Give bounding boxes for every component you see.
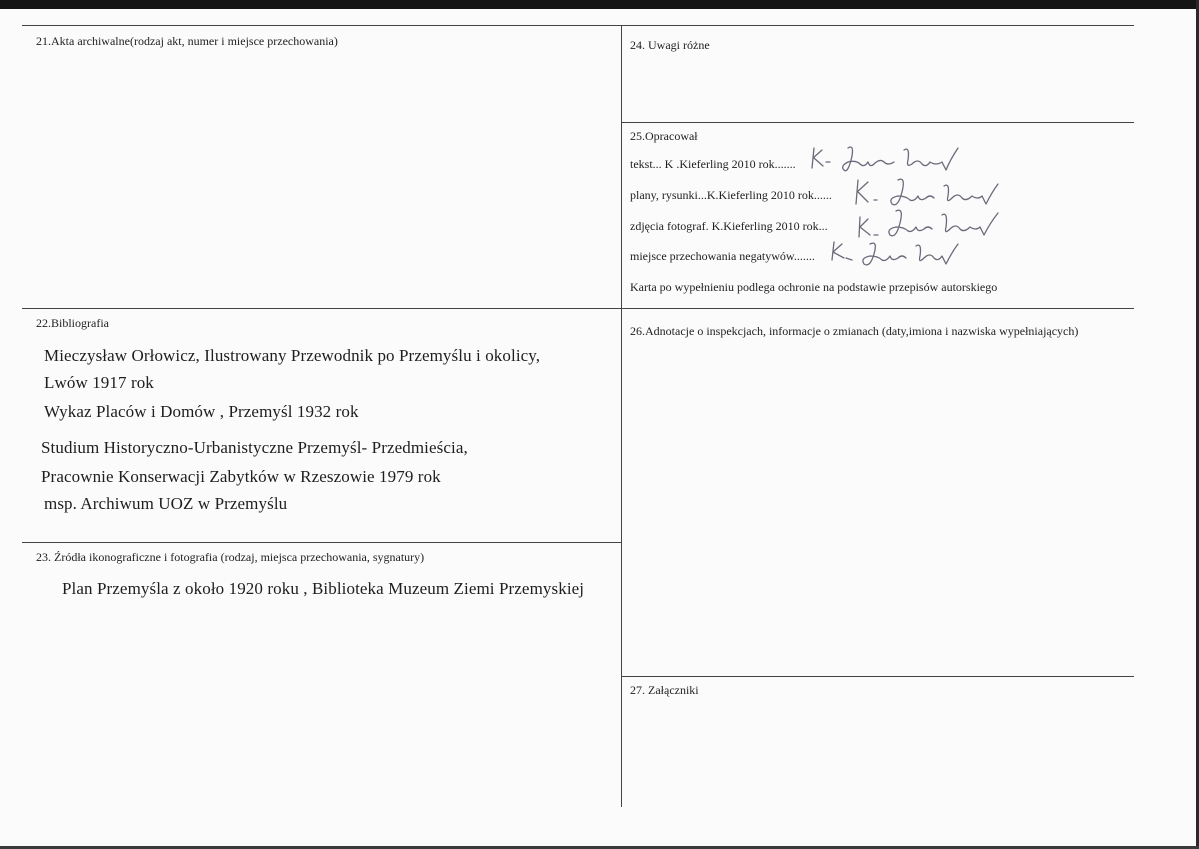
divider-26-27 xyxy=(621,676,1134,677)
author-photos-line: zdjęcia fotograf. K.Kieferling 2010 rok... xyxy=(630,219,828,233)
copyright-note: Karta po wypełnieniu podlega ochronie na podstawie przepisów autorskiego xyxy=(630,280,998,294)
divider-21-22 xyxy=(22,308,1134,309)
section-21-title: 21.Akta archiwalne(rodzaj akt, numer i miejsce przechowania) xyxy=(36,34,338,48)
iconography-entry: Plan Przemyśla z około 1920 roku , Biblioteka Muzeum Ziemi Przemyskiej xyxy=(62,579,585,598)
section-24-title: 24. Uwagi różne xyxy=(630,38,710,52)
bibliography-entry-1: Mieczysław Orłowicz, Ilustrowany Przewodnik po Przemyślu i okolicy, xyxy=(44,346,541,365)
bibliography-entry-4: Studium Historyczno-Urbanistyczne Przemyśl- Przedmieścia, xyxy=(41,438,468,457)
section-27-title: 27. Załączniki xyxy=(630,683,699,697)
scan-top-edge xyxy=(0,0,1199,9)
section-26-title: 26.Adnotacje o inspekcjach, informacje o zmianach (daty,imiona i nazwiska wypełniających) xyxy=(630,324,1079,338)
divider-24-25 xyxy=(621,122,1134,123)
column-divider xyxy=(621,25,622,807)
divider-22-23 xyxy=(22,542,622,543)
bibliography-entry-6: msp. Archiwum UOZ w Przemyślu xyxy=(44,494,288,513)
top-border-line xyxy=(22,25,1134,26)
bibliography-entry-5: Pracownie Konserwacji Zabytków w Rzeszowie 1979 rok xyxy=(41,467,441,486)
signature-4 xyxy=(826,236,966,274)
bibliography-entry-3: Wykaz Placów i Domów , Przemyśl 1932 rok xyxy=(44,402,359,421)
bibliography-entry-2: Lwów 1917 rok xyxy=(44,373,154,392)
negatives-storage-line: miejsce przechowania negatywów....... xyxy=(630,249,815,263)
author-text-line: tekst... K .Kieferling 2010 rok....... xyxy=(630,157,796,171)
section-25-title: 25.Opracował xyxy=(630,129,698,143)
author-plans-line: plany, rysunki...K.Kieferling 2010 rok...... xyxy=(630,188,832,202)
section-23-title: 23. Źródła ikonograficzne i fotografia (rodzaj, miejsca przechowania, sygnatury) xyxy=(36,550,425,564)
section-22-title: 22.Bibliografia xyxy=(36,316,109,330)
